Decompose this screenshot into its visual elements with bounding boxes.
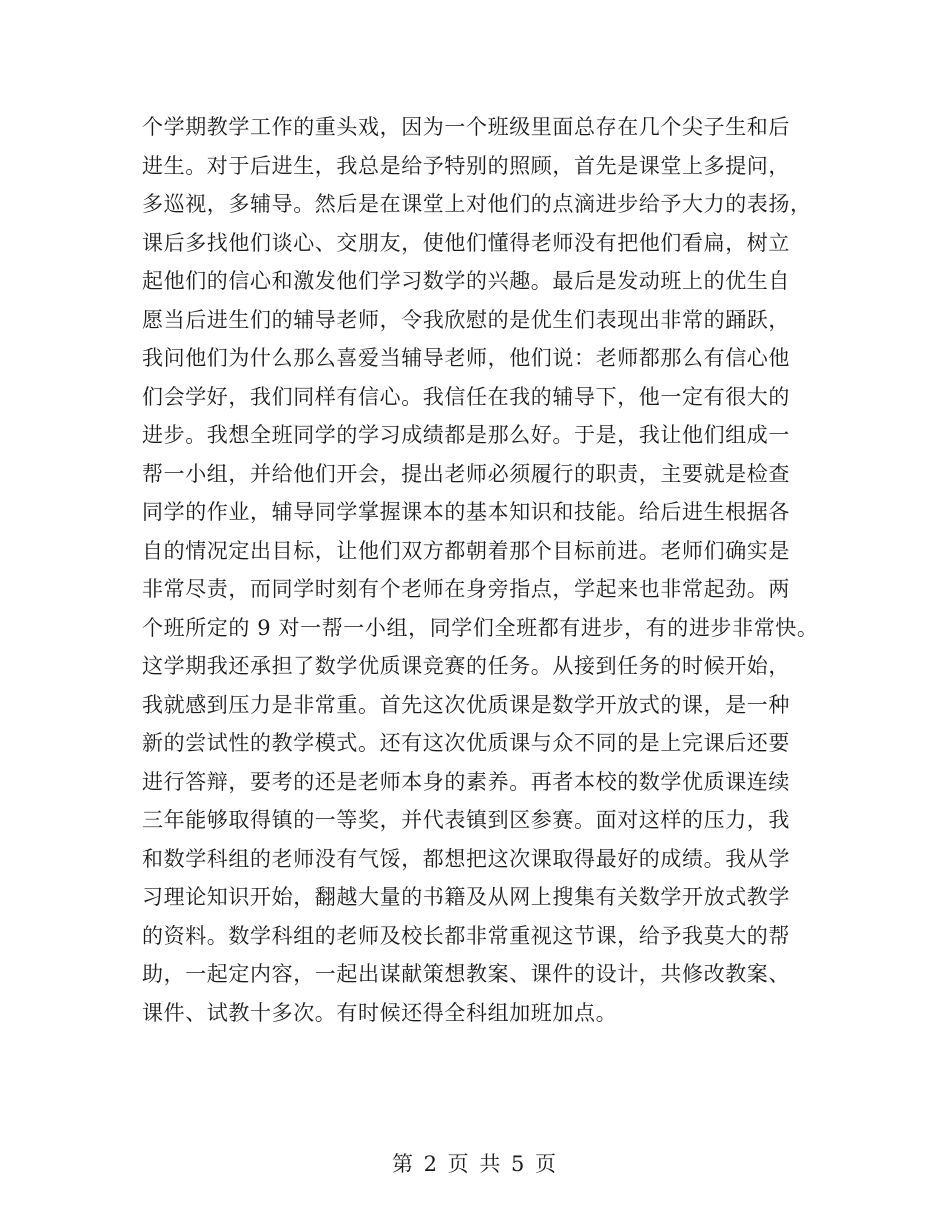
text-line: 自的情况定出目标，让他们双方都朝着那个目标前进。老师们确实是 [142, 538, 790, 563]
body-text [142, 108, 819, 1032]
text-line: 这学期我还承担了数学优质课竞赛的任务。从接到任务的时候开始， [142, 654, 790, 678]
page-number-footer: 第 2 页 共 5 页 [391, 1152, 559, 1176]
text-line: 和数学科组的老师没有气馁，都想把这次课取得最好的成绩。我从学 [142, 846, 790, 871]
text-line: 们会学好，我们同样有信心。我信任在我的辅导下，他一定有很大的 [142, 384, 790, 409]
text-line: 我问他们为什么那么喜爱当辅导老师，他们说：老师都那么有信心他 [142, 346, 790, 370]
text-line: 课后多找他们谈心、交朋友，使他们懂得老师没有把他们看扁，树立 [142, 230, 790, 255]
text-line: 助，一起定内容，一起出谋献策想教案、课件的设计，共修改教案、 [142, 962, 790, 986]
text-line: 多巡视，多辅导。然后是在课堂上对他们的点滴进步给予大力的表扬， [142, 192, 812, 216]
text-line: 个学期教学工作的重头戏，因为一个班级里面总存在几个尖子生和后 [142, 115, 790, 139]
text-line: 进步。我想全班同学的学习成绩都是那么好。于是，我让他们组成一 [142, 423, 790, 447]
text-line: 三年能够取得镇的一等奖，并代表镇到区参赛。面对这样的压力，我 [142, 808, 790, 832]
text-line: 新的尝试性的教学模式。还有这次优质课与众不同的是上完课后还要 [142, 731, 790, 755]
text-line: 帮一小组，并给他们开会，提出老师必须履行的职责，主要就是检查 [142, 461, 790, 486]
text-line: 愿当后进生们的辅导老师，令我欣慰的是优生们表现出非常的踊跃， [142, 307, 790, 332]
text-line: 我就感到压力是非常重。首先这次优质课是数学开放式的课，是一种 [142, 692, 790, 717]
text-line: 的资料。数学科组的老师及校长都非常重视这节课，给予我莫大的帮 [142, 923, 790, 948]
text-line: 同学的作业，辅导同学掌握课本的基本知识和技能。给后进生根据各 [142, 500, 790, 524]
text-line: 进行答辩，要考的还是老师本身的素养。再者本校的数学优质课连续 [142, 769, 790, 794]
text-line: 进生。对于后进生，我总是给予特别的照顾，首先是课堂上多提问， [142, 153, 790, 178]
text-line: 起他们的信心和激发他们学习数学的兴趣。最后是发动班上的优生自 [142, 269, 790, 293]
text-line: 非常尽责，而同学时刻有个老师在身旁指点，学起来也非常起劲。两 [142, 577, 790, 601]
text-line: 课件、试教十多次。有时候还得全科组加班加点。 [142, 1000, 618, 1025]
text-line: 个班所定的 9 对一帮一小组，同学们全班都有进步，有的进步非常快。 [142, 615, 819, 640]
text-line: 习理论知识开始，翻越大量的书籍及从网上搜集有关数学开放式教学 [142, 885, 790, 909]
